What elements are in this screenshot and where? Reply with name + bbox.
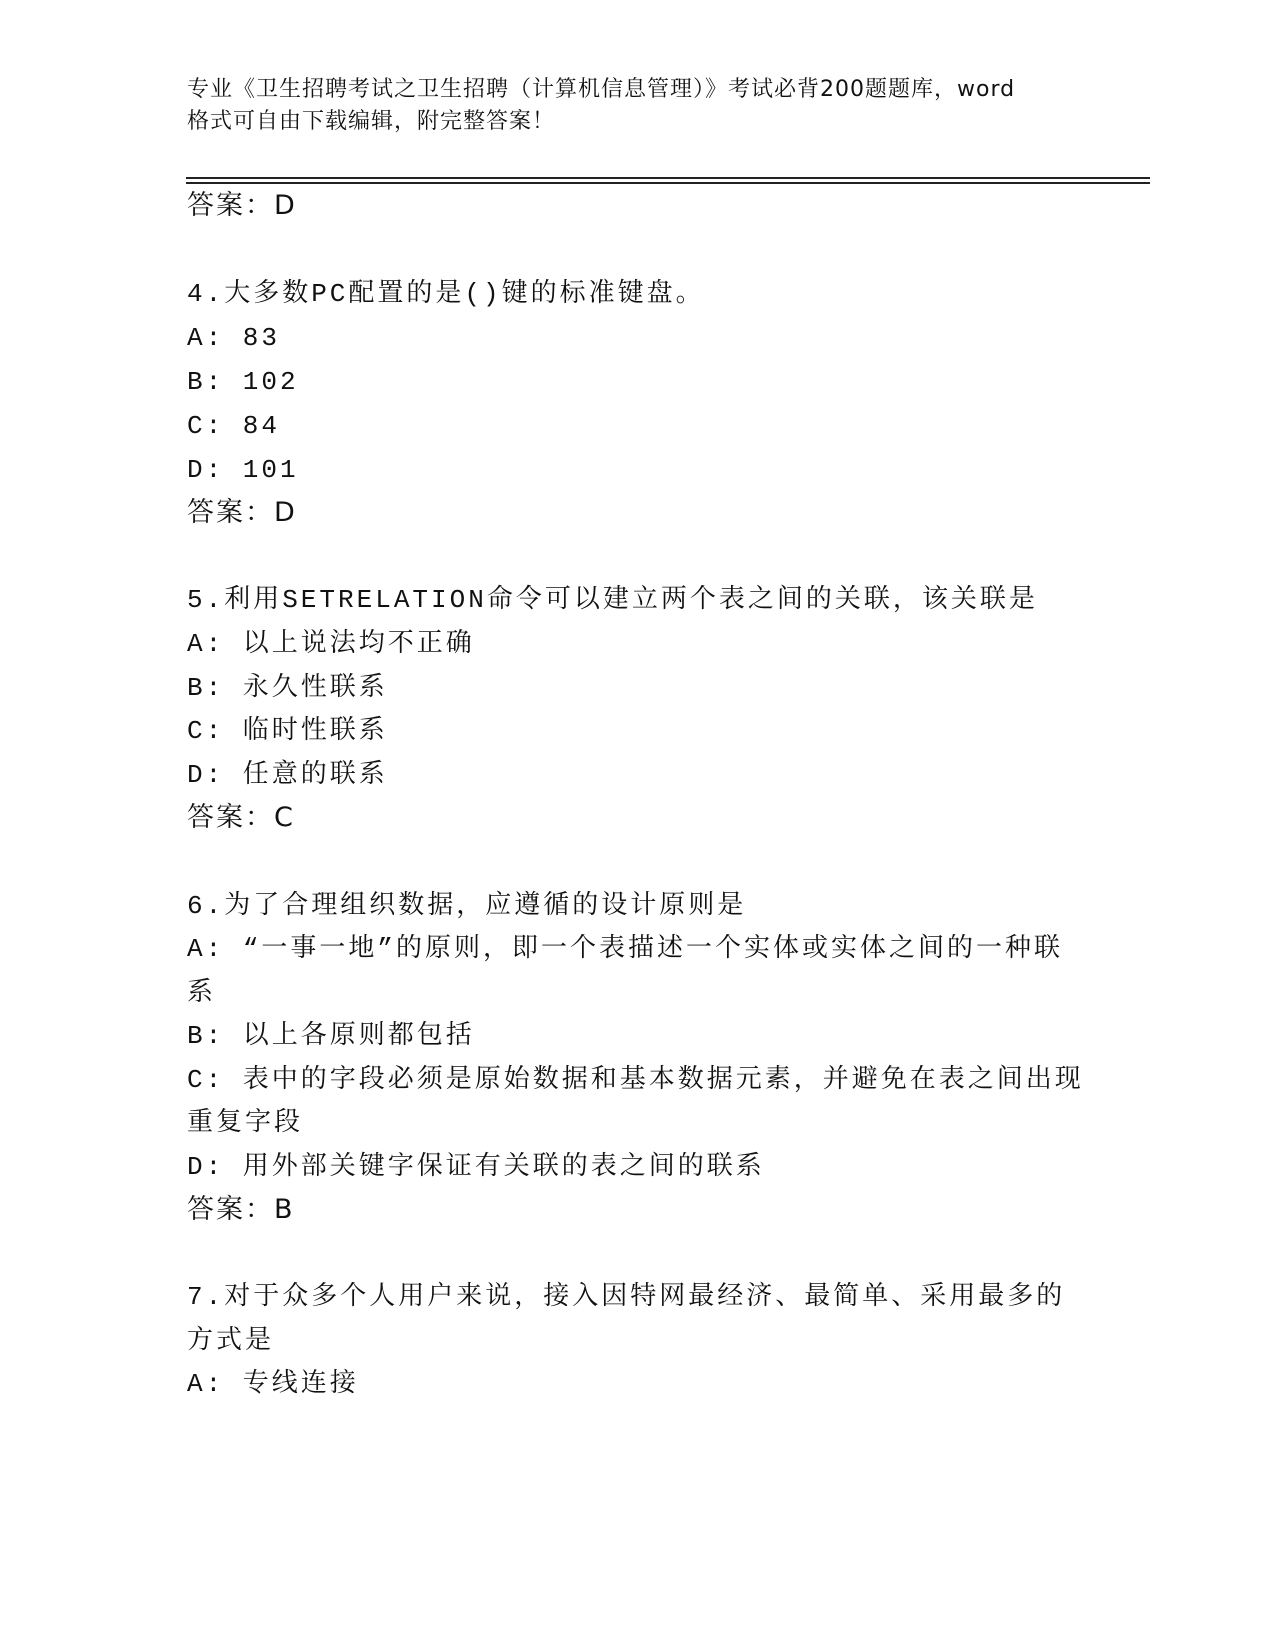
question-6-option-c-line-2: 重复字段 bbox=[187, 1108, 304, 1138]
previous-question-answer: 答案：D bbox=[187, 190, 297, 221]
header-line-2: 格式可自由下载编辑，附完整答案！ bbox=[187, 109, 556, 134]
question-6-answer: 答案：B bbox=[187, 1194, 295, 1225]
question-7-option-a: A: 专线连接 bbox=[187, 1369, 359, 1399]
question-4-option-b: B: 102 bbox=[187, 367, 299, 397]
question-7-stem-line-1: 7.对于众多个人用户来说，接入因特网最经济、最简单、采用最多的 bbox=[187, 1282, 1066, 1312]
question-4-stem: 4.大多数PC配置的是()键的标准键盘。 bbox=[187, 279, 705, 309]
question-6-option-b: B: 以上各原则都包括 bbox=[187, 1021, 475, 1051]
header-divider-top bbox=[186, 177, 1150, 179]
question-5-option-c: C: 临时性联系 bbox=[187, 716, 388, 746]
header-line-1: 专业《卫生招聘考试之卫生招聘（计算机信息管理）》考试必背200题题库，word bbox=[187, 77, 1016, 102]
question-4-option-c: C: 84 bbox=[187, 411, 281, 441]
question-5-answer: 答案：C bbox=[187, 802, 295, 833]
question-6-option-a-line-1: A: “一事一地”的原则，即一个表描述一个实体或实体之间的一种联 bbox=[187, 934, 1064, 964]
question-4-option-a: A: 83 bbox=[187, 323, 281, 353]
question-6-option-c-line-1: C: 表中的字段必须是原始数据和基本数据元素，并避免在表之间出现 bbox=[187, 1065, 1084, 1095]
question-7-stem-line-2: 方式是 bbox=[187, 1326, 275, 1356]
question-5-option-d: D: 任意的联系 bbox=[187, 760, 388, 790]
question-5-option-b: B: 永久性联系 bbox=[187, 673, 388, 703]
question-6-option-d: D: 用外部关键字保证有关联的表之间的联系 bbox=[187, 1152, 765, 1182]
question-5-stem: 5.利用SETRELATION命令可以建立两个表之间的关联，该关联是 bbox=[187, 585, 1038, 615]
header-divider-bottom bbox=[186, 182, 1150, 184]
question-4-answer: 答案：D bbox=[187, 497, 297, 528]
question-4-option-d: D: 101 bbox=[187, 455, 299, 485]
question-5-option-a: A: 以上说法均不正确 bbox=[187, 629, 475, 659]
question-6-option-a-line-2: 系 bbox=[187, 978, 217, 1008]
question-6-stem: 6.为了合理组织数据，应遵循的设计原则是 bbox=[187, 891, 747, 921]
document-header bbox=[187, 74, 1087, 138]
